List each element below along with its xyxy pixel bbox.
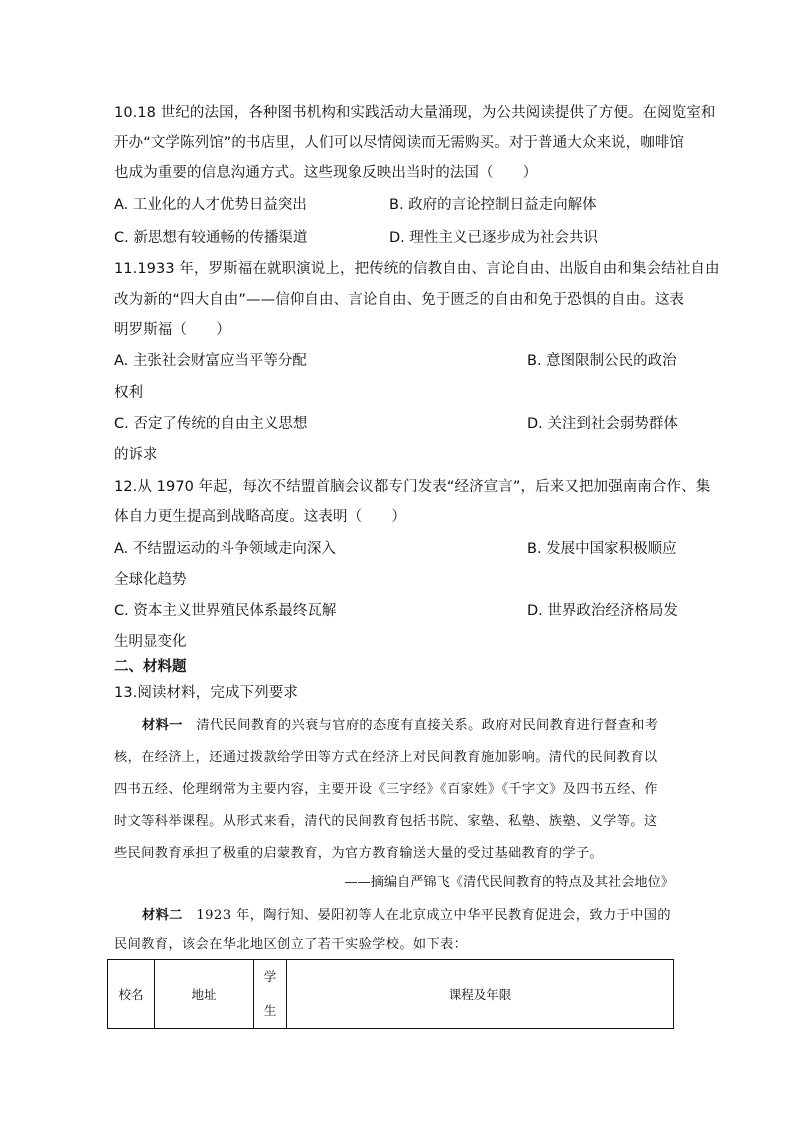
q12-option-a: A. 不结盟运动的斗争领域走向深入	[114, 541, 336, 557]
table-header-address: 地址	[155, 960, 254, 1029]
table-header-students: 学生	[254, 960, 287, 1029]
q12-option-d: D. 世界政治经济格局发	[527, 603, 678, 619]
material-1-line-4: 时文等科举课程。从形式来看，清代的民间教育包括书院、家塾、私塾、族塾、义学等。这	[114, 814, 658, 829]
q10-option-a: A. 工业化的人才优势日益突出	[114, 197, 307, 213]
material-1-text-start: 清代民间教育的兴衰与官府的态度有直接关系。政府对民间教育进行督查和考	[182, 718, 659, 733]
q10-stem-line-3: 也成为重要的信息沟通方式。这些现象反映出当时的法国（ ）	[114, 165, 538, 181]
q12-option-b: B. 发展中国家积极顺应	[527, 541, 677, 557]
material-1-line-3: 四书五经、伦理纲常为主要内容，主要开设《三字经》《百家姓》《千字文》及四书五经、作	[114, 782, 658, 797]
material-2-label: 材料二	[142, 908, 183, 923]
q10-option-b: B. 政府的言论控制日益走向解体	[389, 197, 597, 213]
q12-stem-line-1: 12.从 1970 年起，每次不结盟首脑会议都专门发表“经济宣言”，后来又把加强南南合作、集	[114, 479, 711, 495]
q11-option-c: C. 否定了传统的自由主义思想	[114, 416, 308, 432]
q10-option-c: C. 新思想有较通畅的传播渠道	[114, 230, 308, 246]
q13-stem: 13.阅读材料，完成下列要求	[114, 685, 298, 701]
table-header-name: 校名	[108, 960, 155, 1029]
schools-table	[107, 959, 674, 1029]
q12-option-d-continued: 生明显变化	[114, 634, 187, 650]
section-title: 二、材料题	[114, 659, 187, 675]
table-header-courses: 课程及年限	[287, 960, 674, 1029]
q12-option-c: C. 资本主义世界殖民体系最终瓦解	[114, 603, 337, 619]
q12-stem-line-2: 体自力更生提高到战略高度。这表明（ ）	[114, 509, 406, 525]
material-2-text-start: 1923 年，陶行知、晏阳初等人在北京成立中华平民教育促进会，致力于中国的	[182, 908, 671, 923]
q11-option-b: B. 意图限制公民的政治	[527, 353, 677, 369]
material-1-line-5: 些民间教育承担了极重的启蒙教育，为官方教育输送大量的受过基础教育的学子。	[114, 846, 604, 861]
q10-stem-line-1: 10.18 世纪的法国，各种图书机构和实践活动大量涌现，为公共阅读提供了方便。在阅览室和	[114, 105, 716, 121]
q12-option-b-continued: 全球化趋势	[114, 572, 187, 588]
material-1-line-2: 核，在经济上，还通过拨款给学田等方式在经济上对民间教育施加影响。清代的民间教育以	[114, 750, 658, 765]
material-1-source: ——摘编自严锦飞《清代民间教育的特点及其社会地位》	[344, 875, 674, 890]
q11-option-d: D. 关注到社会弱势群体	[527, 416, 678, 432]
material-2-line-2: 民间教育，该会在华北地区创立了若干实验学校。如下表：	[114, 937, 468, 952]
table-header-row	[108, 960, 674, 1029]
q10-option-d: D. 理性主义已逐步成为社会共识	[389, 230, 598, 246]
material-1-label: 材料一	[142, 718, 183, 733]
material-1-line-1	[142, 716, 658, 736]
q11-option-a: A. 主张社会财富应当平等分配	[114, 353, 307, 369]
q11-stem-line-1: 11.1933 年，罗斯福在就职演说上，把传统的信教自由、言论自由、出版自由和集会结社自由	[114, 261, 720, 277]
q11-stem-line-2: 改为新的“四大自由”——信仰自由、言论自由、免于匮乏的自由和免于恐惧的自由。这表	[114, 292, 685, 308]
material-2-line-1	[142, 906, 671, 926]
q11-option-b-continued: 权利	[114, 385, 143, 401]
q11-stem-line-3: 明罗斯福（ ）	[114, 322, 231, 338]
q11-option-d-continued: 的诉求	[114, 447, 158, 463]
q10-stem-line-2: 开办“文学陈列馆”的书店里，人们可以尽情阅读而无需购买。对于普通大众来说，咖啡馆	[114, 135, 685, 151]
